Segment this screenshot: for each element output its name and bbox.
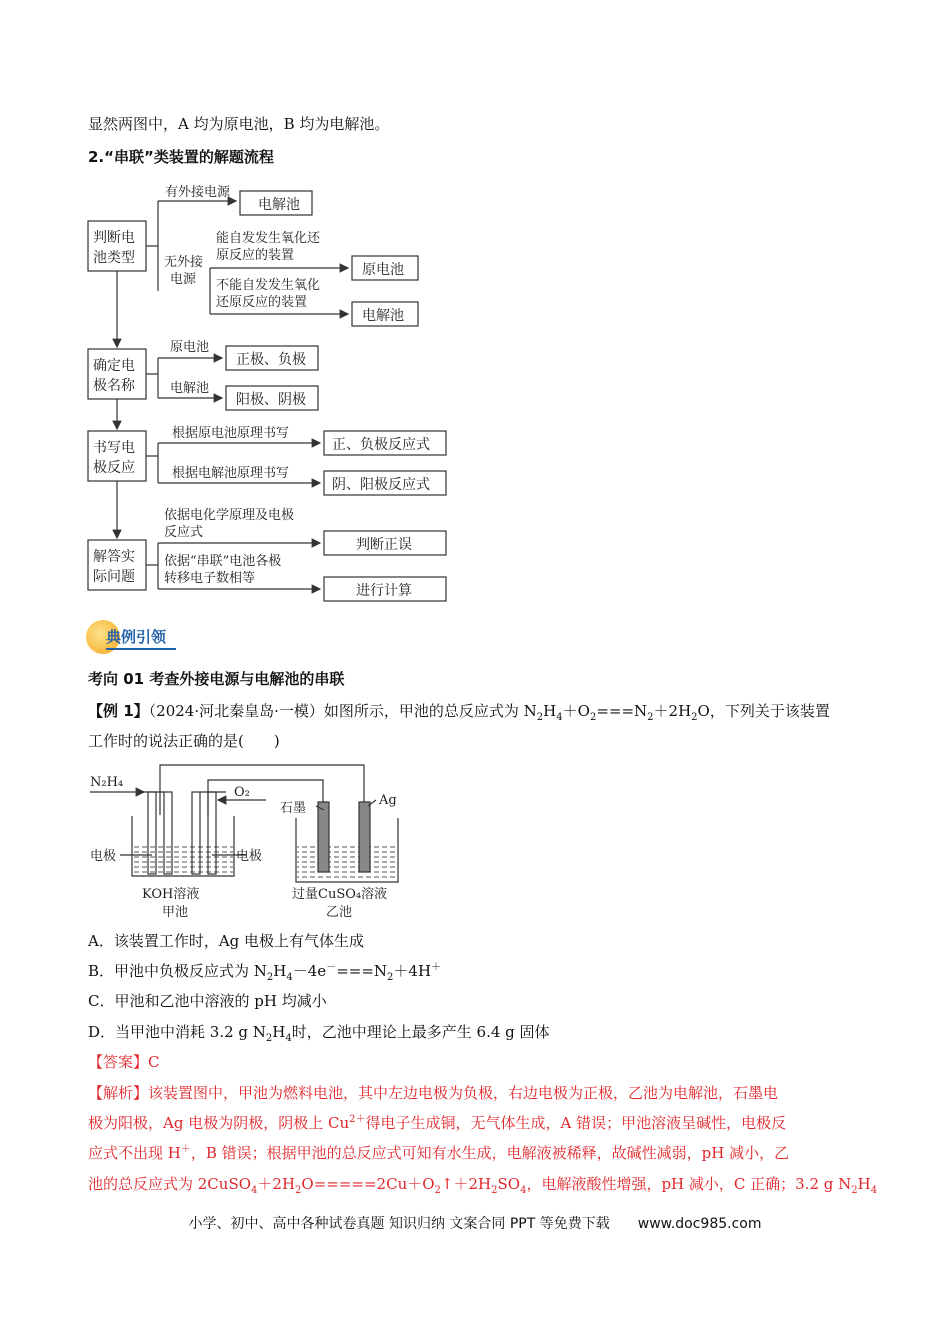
apparatus-electrode-left: 电极 <box>90 849 117 864</box>
analysis-l4-post: ，电解液酸性增强，pH 减小，C 正确；3.2 g N <box>526 1175 852 1193</box>
analysis-line1 <box>88 1082 778 1104</box>
flow-l-galvanic: 原电池 <box>170 340 210 355</box>
option-c: C．甲池和乙池中溶液的 pH 均减小 <box>88 992 327 1010</box>
answer: 【答案】C <box>88 1053 160 1071</box>
flow-step2-l2: 极名称 <box>93 378 135 394</box>
section-heading: 2.“串联”类装置的解题流程 <box>88 148 274 166</box>
apparatus-cell-jia: 甲池 <box>162 905 189 920</box>
apparatus-o2: O₂ <box>234 785 250 800</box>
footer-url[interactable]: www.doc985.com <box>637 1216 762 1232</box>
option-b-text: B．甲池中负极反应式为 N <box>88 962 267 980</box>
apparatus-figure <box>86 760 416 922</box>
flow-basis1-l2: 反应式 <box>164 525 204 540</box>
analysis-l1: 该装置图中，甲池为燃料电池，其中左边电极为负极，右边电极为正极，乙池为电解池，石墨电 <box>148 1084 779 1102</box>
flow-step4-l1: 解答实 <box>93 549 135 565</box>
option-b: B．甲池中负极反应式为 $N_2H_4-4e^-===N_2+4H^+$ <box>88 962 442 983</box>
flow-write-galvanic: 根据原电池原理书写 <box>172 426 290 441</box>
analysis-l3-post: ，B 错误；根据甲池的总反应式可知有水生成，电解液被稀释，故碱性减弱，pH 减小，乙 <box>190 1144 790 1162</box>
flow-out-electrolytic2: 电解池 <box>362 308 404 324</box>
example-banner <box>86 620 176 656</box>
apparatus-ag: Ag <box>379 793 397 808</box>
flow-basis1-l1: 依据电化学原理及电极 <box>164 508 295 523</box>
flow-out-electrolytic: 电解池 <box>258 197 300 213</box>
flow-basis2-l2: 转移电子数相等 <box>164 571 256 586</box>
flow-l-electrolytic: 电解池 <box>170 381 210 396</box>
example-source: （2024·河北秦皇岛·一模）如图所示，甲池的总反应式为 N <box>148 702 537 720</box>
flow-eq-cathode-anode: 阴、阳极反应式 <box>332 477 430 493</box>
flow-out-galvanic: 原电池 <box>362 262 404 278</box>
flow-spont-l1: 能自发发生氧化还 <box>216 231 321 246</box>
flowchart <box>80 178 460 608</box>
flow-step3-l2: 极反应 <box>93 460 135 476</box>
analysis-line2: 极为阳极，Ag 电极为阴极，阴极上 $Cu^{2+}$得电子生成铜，无气体生成，A 错误；甲池溶液呈碱性，电极反 <box>88 1114 787 1132</box>
apparatus-cuso4: 过量CuSO₄溶液 <box>292 887 388 902</box>
page-footer <box>0 1213 950 1233</box>
option-d-text: D．当甲池中消耗 3.2 g N <box>88 1023 266 1041</box>
flow-step2-l1: 确定电 <box>93 358 135 374</box>
intro-line: 显然两图中，A 均为原电池，B 均为电解池。 <box>88 115 390 133</box>
flow-step1-l1: 判断电 <box>93 230 135 246</box>
analysis-l4-pre: 池的总反应式为 2CuSO <box>88 1175 252 1193</box>
flow-spont-l2: 原反应的装置 <box>216 248 295 263</box>
flow-calc: 进行计算 <box>356 583 412 599</box>
flow-no-power-l2: 电源 <box>170 272 197 287</box>
flow-nonspont-l1: 不能自发发生氧化 <box>216 278 321 293</box>
flow-eq-pos-neg: 正、负极反应式 <box>332 437 430 453</box>
banner-underline <box>106 648 176 650</box>
example-line2: 工作时的说法正确的是( ) <box>88 732 280 750</box>
flow-nonspont-l2: 还原反应的装置 <box>216 295 308 310</box>
apparatus-electrode-right: 电极 <box>236 849 263 864</box>
flow-basis2-l1: 依据“串联”电池各极 <box>164 554 282 569</box>
analysis-tag: 【解析】 <box>88 1084 149 1102</box>
option-a: A．该装置工作时，Ag 电极上有气体生成 <box>88 932 365 950</box>
flow-pos-neg: 正极、负极 <box>236 352 306 368</box>
analysis-l2-pre: 极为阳极，Ag 电极为阴极，阴极上 Cu <box>88 1114 350 1132</box>
flow-step3-l1: 书写电 <box>93 440 135 456</box>
flow-write-electrolytic: 根据电解池原理书写 <box>172 466 290 481</box>
direction-heading: 考向 01 考查外接电源与电解池的串联 <box>88 670 345 688</box>
footer-text: 小学、初中、高中各种试卷真题 知识归纳 文案合同 PPT 等免费下载 <box>188 1216 610 1232</box>
apparatus-koh: KOH溶液 <box>142 887 200 902</box>
analysis-line3: 应式不出现 H＋，B 错误；根据甲池的总反应式可知有水生成，电解液被稀释，故碱性减弱，pH 减小，乙 <box>88 1144 790 1162</box>
apparatus-cell-yi: 乙池 <box>326 905 353 920</box>
option-d: D．当甲池中消耗 3.2 g $N_2H_4$时，乙池中理论上最多产生 6.4 g 固体 <box>88 1023 550 1044</box>
flow-no-power-l1: 无外接 <box>164 255 204 270</box>
flow-has-power: 有外接电源 <box>165 185 231 200</box>
example-tag: 【例 1】 <box>88 702 149 720</box>
flow-anode-cathode: 阳极、阴极 <box>236 392 306 408</box>
apparatus-graphite: 石墨 <box>280 801 307 816</box>
example-line1: 【例 1】（2024·河北秦皇岛·一模）如图所示，甲池的总反应式为 $N_2H_4+O_2===N_2+2H_2O$，下列关于该装置 <box>88 702 830 723</box>
analysis-l3-pre: 应式不出现 H <box>88 1144 181 1162</box>
flow-step4-l2: 际问题 <box>93 569 135 585</box>
flow-judge: 判断正误 <box>356 537 412 553</box>
banner-label: 典例引领 <box>106 628 167 646</box>
apparatus-n2h4: N₂H₄ <box>90 775 124 790</box>
analysis-line4: 池的总反应式为 $2CuSO_4+2H_2O=====2Cu+O_2↑+2H_2SO_4$，电解液酸性增强，pH 减小，C 正确；3.2 g $N_2H_4$ <box>88 1175 878 1196</box>
flow-step1-l2: 池类型 <box>93 250 135 266</box>
analysis-l2-post: 得电子生成铜，无气体生成，A 错误；甲池溶液呈碱性，电极反 <box>365 1114 787 1132</box>
